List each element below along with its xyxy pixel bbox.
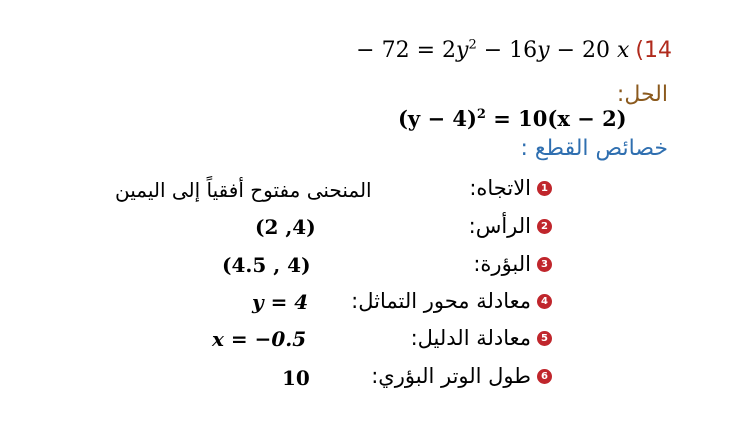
var-y: y [456,38,469,64]
property-row-direction [469,176,552,200]
var-x: x [617,38,630,64]
std-form-exponent: 2 [476,107,486,122]
bullet-number-icon: 1 [537,181,552,196]
property-value: المنحنى مفتوح أفقياً إلى اليمين [115,178,372,202]
property-row-latus-rectum [371,364,552,388]
property-value: 10 [282,366,310,390]
equation-term: − 16 [476,38,538,64]
property-row-vertex [469,214,552,238]
property-value: x = −0.5 [212,327,307,351]
bullet-number-icon: 6 [537,369,552,384]
property-row-focus [473,252,552,276]
bullet-number-icon: 2 [537,219,552,234]
problem-number: (14 [635,38,672,64]
exponent: 2 [468,38,477,53]
property-label: معادلة محور التماثل: [351,289,531,313]
property-row-axis [351,289,552,313]
property-value: (2 ,4) [255,215,316,239]
property-label: الرأس: [468,214,531,238]
property-row-directrix [411,326,552,350]
property-label: الاتجاه: [469,176,531,200]
var-y: y [537,38,550,64]
equation-left: − 72 = 2 [356,38,456,64]
bullet-number-icon: 5 [537,331,552,346]
problem-statement [356,38,672,63]
std-form-left: (y − 4) [398,106,477,131]
problem-equation [356,38,629,63]
property-label: معادلة الدليل: [410,326,531,350]
properties-title: خصائص القطع : [520,136,668,161]
property-value: (4.5 , 4) [222,253,311,277]
property-label: البؤرة: [473,252,531,276]
property-value: y = 4 [252,290,309,314]
property-label: طول الوتر البؤري: [371,364,531,388]
equation-term: − 20 [549,38,610,64]
bullet-number-icon: 3 [537,257,552,272]
std-form-right: = 10(x − 2) [485,106,627,131]
solution-label: الحل: [616,82,668,107]
standard-form-equation [398,106,627,131]
bullet-number-icon: 4 [537,294,552,309]
